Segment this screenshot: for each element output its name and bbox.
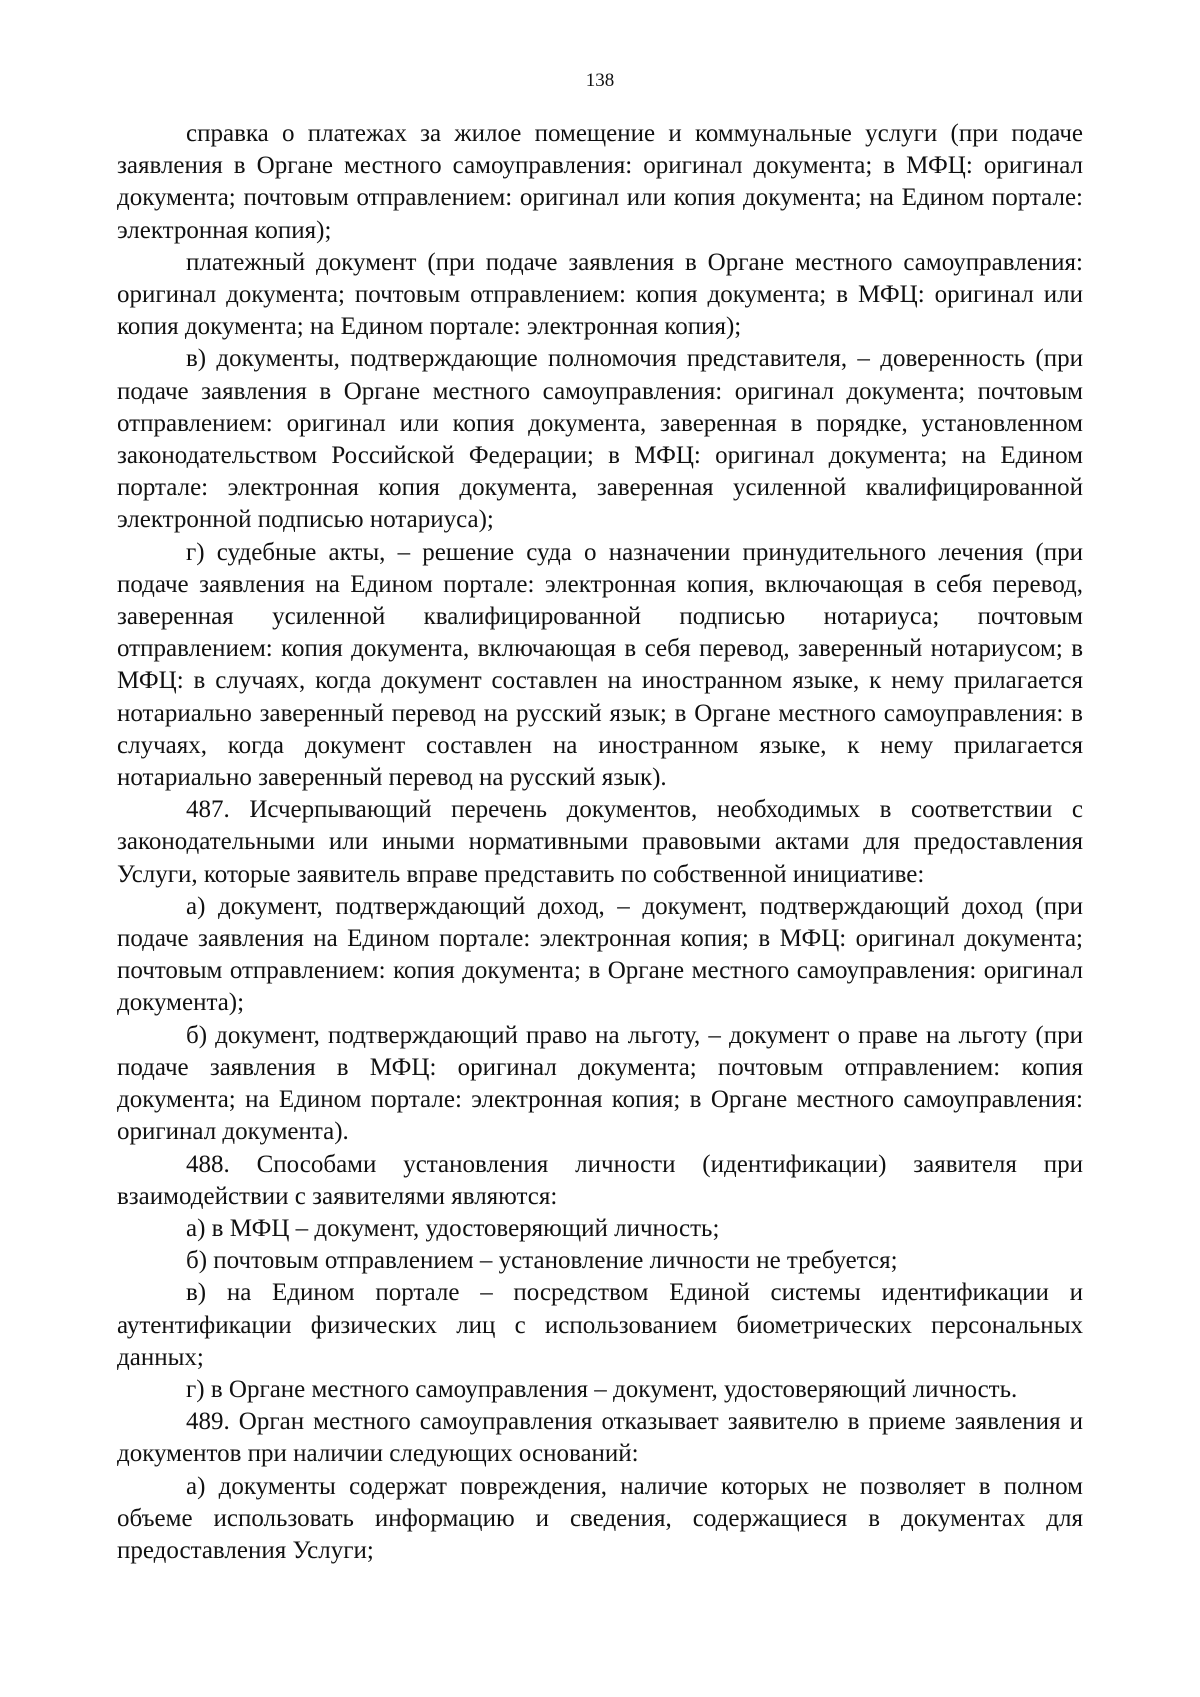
paragraph-487-a: а) документ, подтверждающий доход, – документ, подтверждающий доход (при подаче заявления на Едином портале: электронная копия; в МФЦ: оригинал документа; почтовым отправлением: копия документа; в Органе местного самоуправления: оригинал документа); <box>117 892 1083 1017</box>
paragraph-488: 488. Способами установления личности (идентификации) заявителя при взаимодействии с заявителями являются: <box>117 1150 1083 1210</box>
paragraph-housing-payment-certificate: справка о платежах за жилое помещение и коммунальные услуги (при подаче заявления в Органе местного самоуправления: оригинал документа; в МФЦ: оригинал документа; почтовым отправлением: оригинал или копия документа; на Едином портале: электронная копия); <box>117 120 1083 244</box>
paragraph-488-v: в) на Едином портале – посредством Единой системы идентификации и аутентификации физических лиц с использованием биометрических персональных данных; <box>117 1279 1083 1371</box>
paragraph-payment-document: платежный документ (при подаче заявления в Органе местного самоуправления: оригинал документа; почтовым отправлением: копия документа; в МФЦ: оригинал или копия документа; на Едином портале: электронная копия); <box>117 248 1083 341</box>
paragraph-487: 487. Исчерпывающий перечень документов, необходимых в соответствии с законодательными или иными нормативными правовыми актами для предоставления Услуги, которые заявитель вправе представить по собственной инициативе: <box>117 796 1083 888</box>
paragraph-489-a: а) документы содержат повреждения, наличие которых не позволяет в полном объеме использовать информацию и сведения, содержащиеся в документах для предоставления Услуги; <box>117 1472 1083 1564</box>
paragraph-488-b: б) почтовым отправлением – установление личности не требуется; <box>186 1247 898 1275</box>
page-number: 138 <box>585 70 615 91</box>
paragraph-court-acts: г) судебные акты, – решение суда о назначении принудительного лечения (при подаче заявления на Едином портале: электронная копия, включающая в себя перевод, заверенная усиленной квалифицированной подписью нотариуса; почтовым отправлением: копия документа, включающая в себя перевод, заверенный нотариусом; в МФЦ: в случаях, когда документ составлен на иностранном языке, к нему прилагается нотариально заверенный перевод на русский язык; в Органе местного самоуправления: в случаях, когда документ составлен на иностранном языке, к нему прилагается нотариально заверенный перевод на русский язык). <box>117 538 1083 792</box>
paragraph-488-a: а) в МФЦ – документ, удостоверяющий личность; <box>186 1214 720 1242</box>
paragraph-representative-authority: в) документы, подтверждающие полномочия представителя, – доверенность (при подаче заявления в Органе местного самоуправления: оригинал документа; почтовым отправлением: оригинал или копия документа, заверенная в порядке, установленном законодательством Российской Федерации; в МФЦ: оригинал документа; на Едином портале: электронная копия документа, заверенная усиленной квалифицированной электронной подписью нотариуса); <box>117 345 1083 534</box>
document-body <box>117 118 1083 1567</box>
paragraph-487-b: б) документ, подтверждающий право на льготу, – документ о праве на льготу (при подаче заявления в МФЦ: оригинал документа; почтовым отправлением: копия документа; на Едином портале: электронная копия; в Органе местного самоуправления: оригинал документа). <box>117 1021 1083 1146</box>
paragraph-489: 489. Орган местного самоуправления отказывает заявителю в приеме заявления и документов при наличии следующих оснований: <box>117 1408 1083 1468</box>
paragraph-488-g: г) в Органе местного самоуправления – документ, удостоверяющий личность. <box>186 1375 1018 1403</box>
